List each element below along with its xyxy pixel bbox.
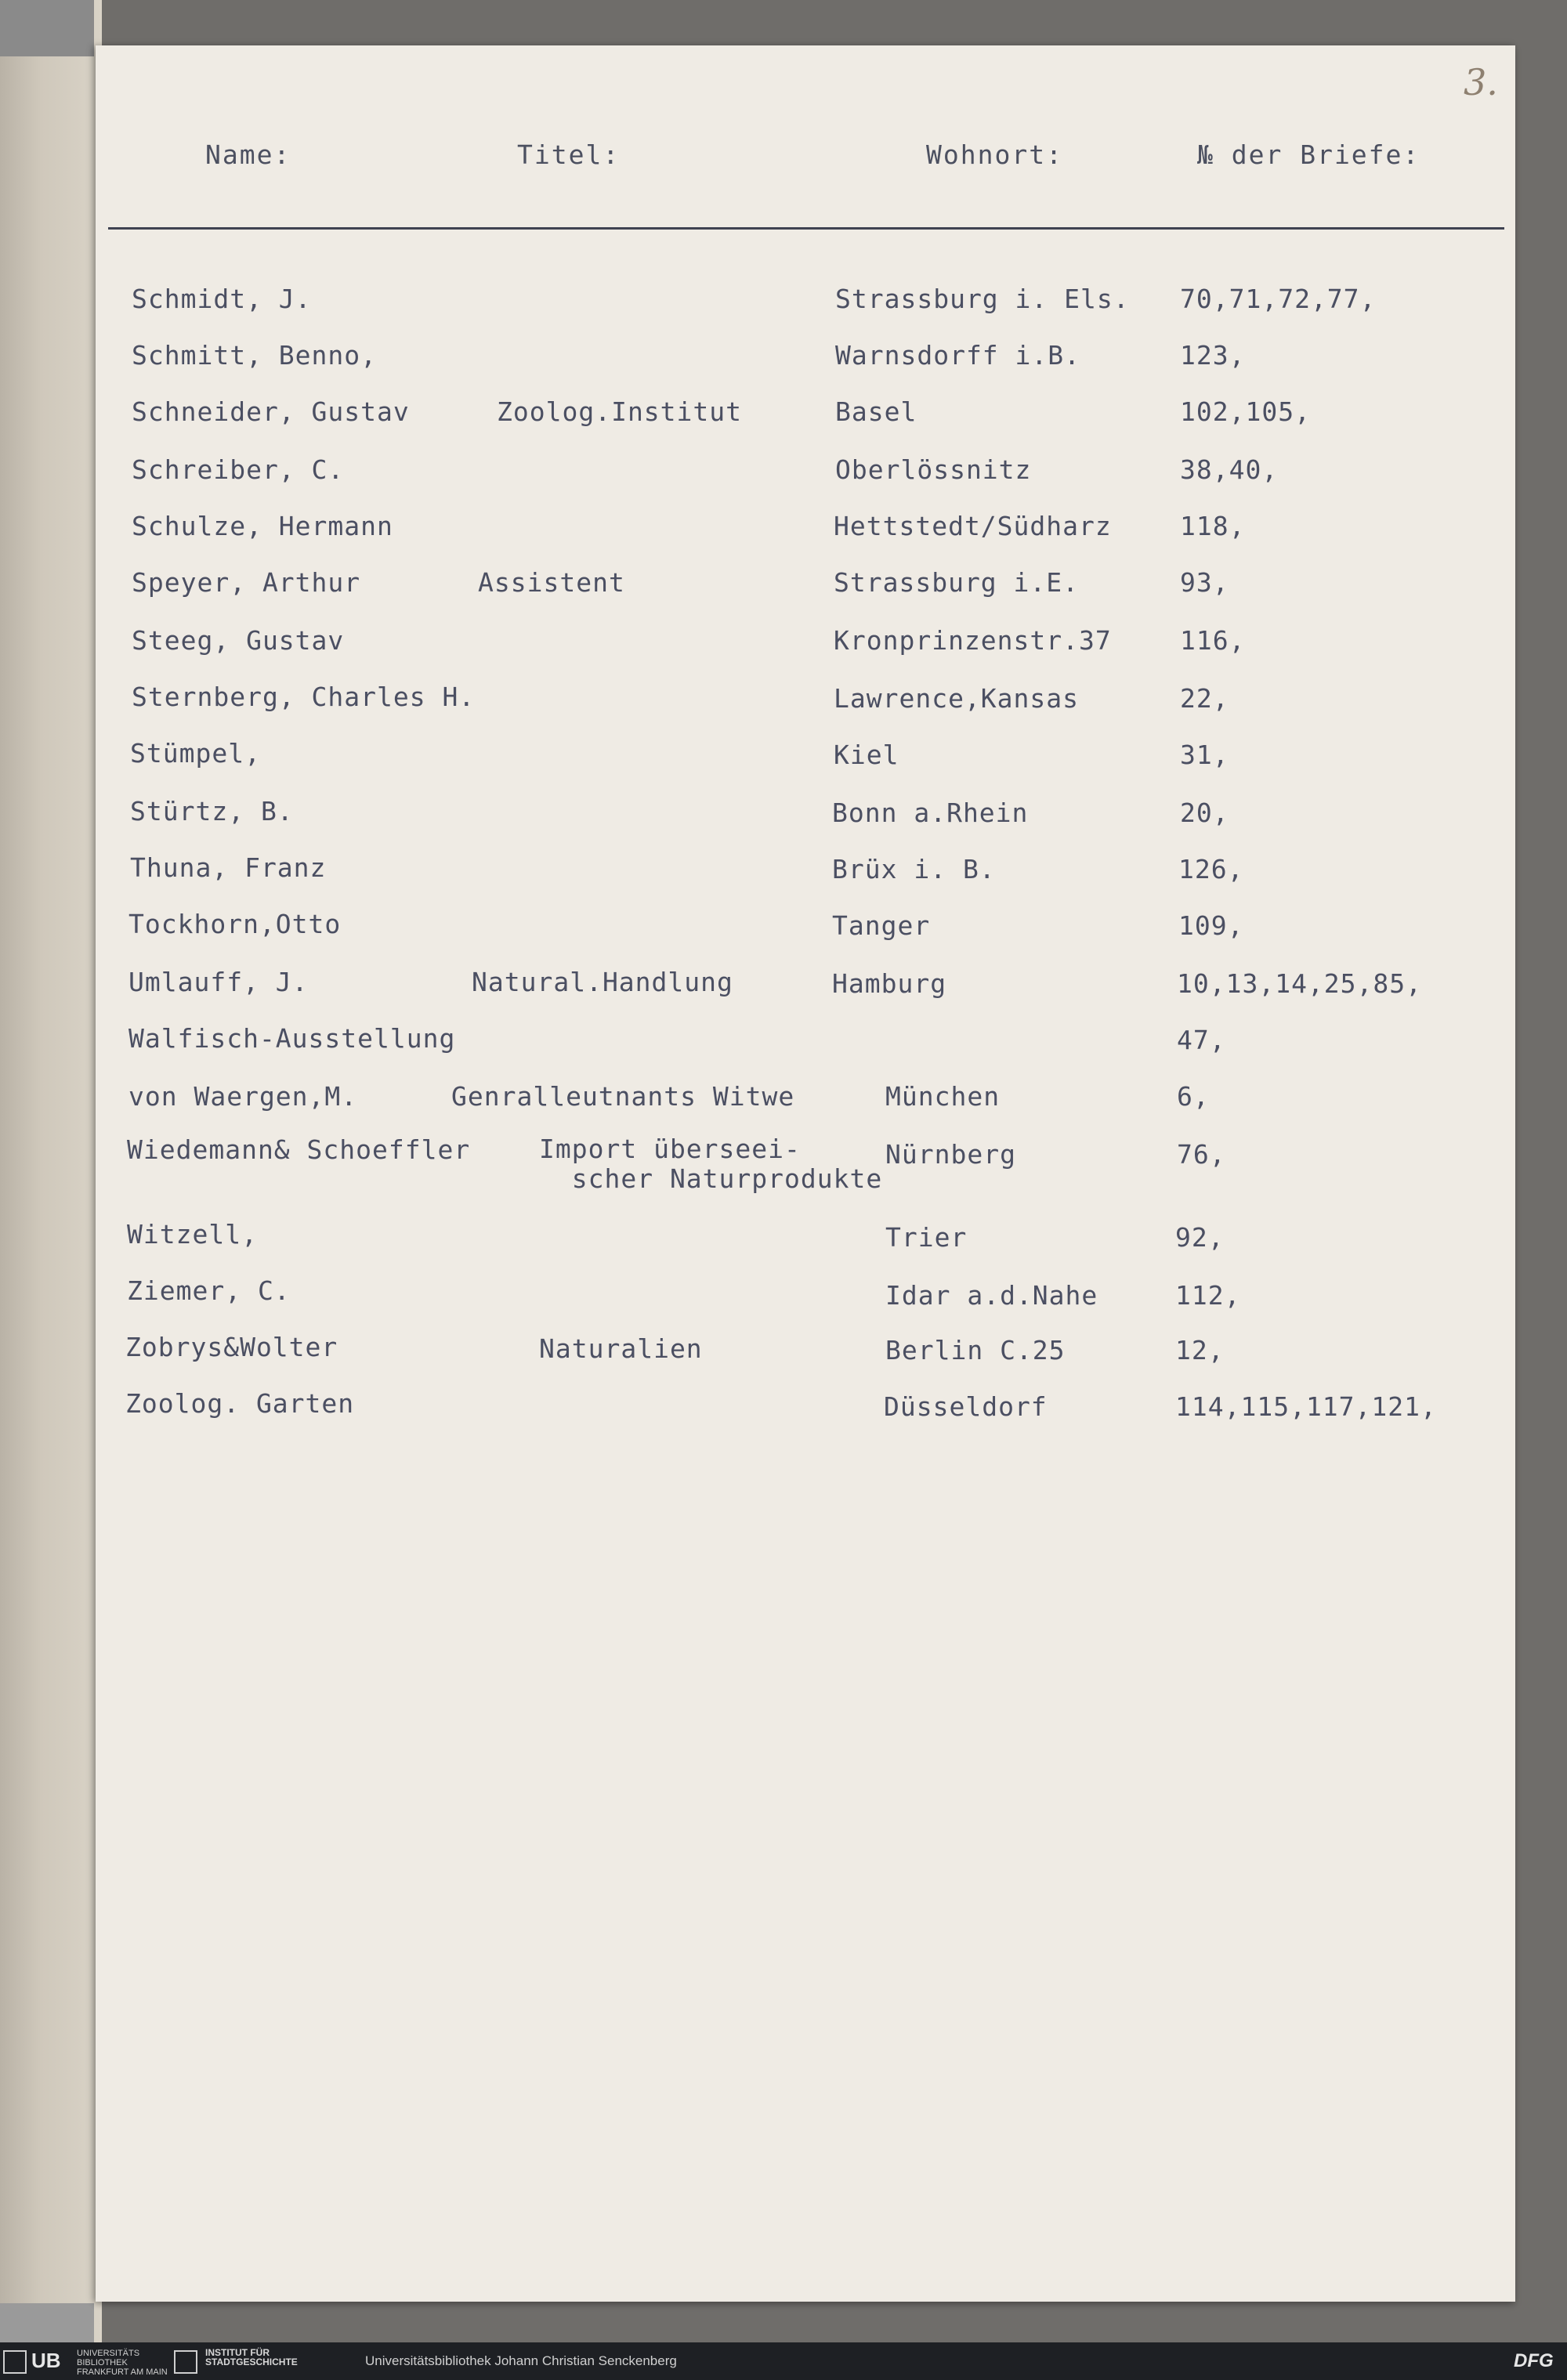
row-wohnort: Strassburg i. Els. [835,284,1130,314]
row-wohnort: Oberlössnitz [835,454,1032,485]
row-briefe: 6, [1177,1081,1210,1112]
row-briefe: 38,40, [1180,454,1279,485]
row-briefe: 116, [1180,625,1246,656]
row-name: Wiedemann& Schoeffler [127,1134,471,1165]
row-titel: Import überseei- scher Naturprodukte [539,1134,883,1194]
row-wohnort: Hamburg [832,968,947,999]
row-wohnort: Trier [885,1222,968,1253]
row-wohnort: Kronprinzenstr.37 [834,625,1112,656]
row-wohnort: Hettstedt/Südharz [834,511,1112,541]
row-name: von Waergen,M. [128,1081,358,1112]
row-briefe: 22, [1180,683,1229,714]
row-briefe: 12, [1175,1335,1225,1365]
row-name: Stürtz, B. [130,796,294,826]
row-briefe: 126, [1178,854,1244,884]
row-name: Schreiber, C. [132,454,345,485]
footer-bar [0,2342,1567,2380]
row-name: Walfisch-Ausstellung [128,1023,456,1054]
row-briefe: 20, [1180,798,1229,828]
row-titel: Zoolog.Institut [497,396,743,427]
header-titel: Titel: [517,139,621,170]
isg-logo-icon [174,2350,197,2374]
row-briefe: 92, [1175,1222,1225,1253]
row-name: Ziemer, C. [127,1275,291,1306]
row-name: Thuna, Franz [130,852,327,883]
page-number: 3. [1464,61,1498,103]
ub-logo-text: UNIVERSITÄTS BIBLIOTHEK FRANKFURT AM MAIN [77,2349,168,2377]
row-titel: Genralleutnants Witwe [451,1081,795,1112]
row-name: Zoolog. Garten [125,1388,355,1419]
header-wohnort: Wohnort: [926,139,1063,170]
row-name: Tockhorn,Otto [128,909,342,939]
row-name: Schulze, Hermann [132,511,393,541]
header-name: Name: [205,139,291,170]
header-rule [108,227,1504,230]
row-briefe: 112, [1175,1280,1241,1311]
row-name: Sternberg, Charles H. [132,682,476,712]
row-briefe: 10,13,14,25,85, [1177,968,1423,999]
row-name: Zobrys&Wolter [125,1332,338,1362]
row-titel: Naturalien [539,1333,703,1364]
header-briefe: № der Briefe: [1197,139,1420,170]
row-titel: Natural.Handlung [472,967,733,997]
row-name: Speyer, Arthur [132,567,361,598]
row-name: Schmidt, J. [132,284,312,314]
row-wohnort: Tanger [832,910,931,941]
row-briefe: 102,105, [1180,396,1311,427]
row-briefe: 31, [1180,740,1229,770]
row-wohnort: Lawrence,Kansas [834,683,1080,714]
row-briefe: 123, [1180,340,1246,371]
row-name: Witzell, [127,1219,258,1250]
row-wohnort: Düsseldorf [884,1391,1048,1422]
row-briefe: 109, [1178,910,1244,941]
row-wohnort: Idar a.d.Nahe [885,1280,1098,1311]
row-briefe: 47, [1177,1025,1226,1055]
row-wohnort: Bonn a.Rhein [832,798,1029,828]
library-credit: Universitätsbibliothek Johann Christian Senckenberg [365,2353,677,2368]
row-briefe: 118, [1180,511,1246,541]
row-briefe: 114,115,117,121, [1175,1391,1437,1422]
row-name: Steeg, Gustav [132,625,345,656]
row-name: Schmitt, Benno, [132,340,378,371]
row-briefe: 70,71,72,77, [1180,284,1377,314]
row-wohnort: München [885,1081,1001,1112]
row-briefe: 93, [1180,567,1229,598]
row-wohnort: Warnsdorff i.B. [835,340,1081,371]
row-wohnort: Strassburg i.E. [834,567,1080,598]
row-wohnort: Basel [835,396,917,427]
row-wohnort: Brüx i. B. [832,854,996,884]
isg-logo-text: INSTITUT FÜR STADTGESCHICHTE [205,2347,298,2367]
row-wohnort: Berlin C.25 [885,1335,1066,1365]
binding-strip-bottom [0,2303,94,2342]
row-name: Umlauff, J. [128,967,309,997]
row-wohnort: Kiel [834,740,899,770]
row-name: Schneider, Gustav [132,396,410,427]
row-briefe: 76, [1177,1139,1226,1170]
row-name: Stümpel, [130,738,261,769]
ub-logo: UB [31,2349,61,2372]
previous-page-edge [0,0,102,2342]
binding-strip-top [0,0,94,56]
row-titel: Assistent [478,567,625,598]
ub-logo-icon [3,2350,27,2374]
dfg-logo: DFG [1514,2350,1554,2371]
row-wohnort: Nürnberg [885,1139,1016,1170]
